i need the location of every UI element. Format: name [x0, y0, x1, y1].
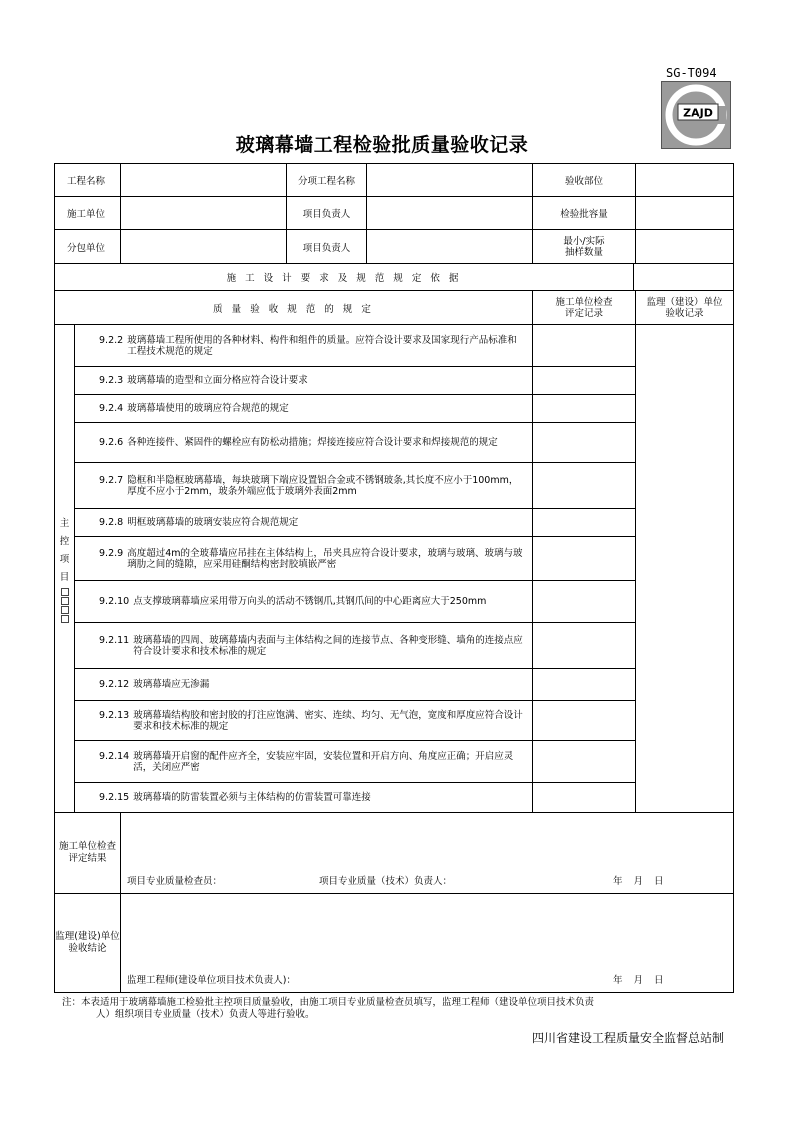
item-number: 9.2.8 [99, 517, 124, 528]
item-number: 9.2.13 [99, 709, 130, 721]
checkbox-icon [61, 588, 69, 596]
form-code: SG-T094 [666, 66, 717, 80]
acceptance-part-field[interactable] [636, 164, 734, 197]
supervisor-record-header-line-1: 监理（建设）单位 [646, 296, 723, 308]
contractor-check-cell[interactable] [533, 395, 636, 423]
item-text: 玻璃幕墙的四周、玻璃幕墙内表面与主体结构之间的连接节点、各种变形缝、墙角的连接点应符合设计要求和技术标准的规定 [133, 634, 523, 657]
contractor-result-label [55, 813, 121, 894]
contractor-result-label-line-1: 施工单位检查 [58, 841, 116, 852]
main-item-9-2-10 [75, 581, 533, 623]
contractor-check-cell[interactable] [533, 623, 636, 669]
main-item-9-2-14 [75, 741, 533, 783]
main-item-9-2-2 [75, 325, 533, 367]
batch-capacity-label: 检验批容量 [533, 197, 636, 230]
project-manager-label: 项目负责人 [287, 197, 367, 230]
acceptance-part-label: 验收部位 [533, 164, 636, 197]
contractor-result-label-line-2: 评定结果 [68, 853, 107, 864]
item-number: 9.2.6 [99, 437, 124, 448]
design-basis-field[interactable] [634, 264, 734, 291]
main-control-char: 目 [59, 571, 70, 583]
item-number: 9.2.10 [99, 596, 130, 607]
checkbox-icon [61, 615, 69, 623]
project-manager-field[interactable] [367, 197, 533, 230]
supervisor-conclusion-label-line-2: 验收结论 [68, 943, 107, 954]
contractor-check-cell[interactable] [533, 367, 636, 395]
contractor-check-header [533, 291, 636, 325]
contractor-check-cell[interactable] [533, 669, 636, 701]
subproject-label: 分项工程名称 [287, 164, 367, 197]
item-number: 9.2.3 [99, 375, 124, 386]
item-text: 各种连接件、紧固件的螺栓应有防松动措施；焊接连接应符合设计要求和焊接规范的规定 [127, 437, 498, 448]
item-text: 高度超过4m的全玻幕墙应吊挂在主体结构上，吊夹具应符合设计要求，玻璃与玻璃、玻璃与玻璃肋之间的缝隙，应采用硅酮结构密封胶填嵌严密 [127, 547, 523, 570]
item-number: 9.2.9 [99, 547, 124, 559]
main-item-9-2-11 [75, 623, 533, 669]
contractor-check-cell[interactable] [533, 537, 636, 581]
main-control-char: 主 [59, 517, 70, 529]
sample-qty-field[interactable] [636, 230, 734, 264]
item-number: 9.2.15 [99, 792, 130, 803]
main-item-9-2-13 [75, 701, 533, 741]
project-name-label: 工程名称 [55, 164, 121, 197]
sample-qty-label-line-1: 最小/实际 [563, 235, 605, 247]
contractor-field[interactable] [121, 197, 287, 230]
note-line-2: 人）组织项目专业质量（技术）负责人等进行验收。 [96, 1009, 315, 1020]
engineer-label: 监理工程师(建设单位项目技术负责人)： [127, 975, 296, 986]
contractor-check-cell[interactable] [533, 509, 636, 537]
acceptance-form [54, 163, 734, 993]
main-item-9-2-12 [75, 669, 533, 701]
tech-manager-label: 项目专业质量（技术）负责人： [319, 876, 453, 887]
subproject-field[interactable] [367, 164, 533, 197]
date-label: 年 月 日 [613, 975, 664, 986]
checkbox-icon [61, 606, 69, 614]
item-text: 玻璃幕墙应无渗漏 [133, 679, 210, 690]
checkbox-icon [61, 597, 69, 605]
project-manager-label-2: 项目负责人 [287, 230, 367, 264]
note-line-1: 注：本表适用于玻璃幕墙施工检验批主控项目质量验收，由施工项目专业质量检查员填写，监理工程师（建设单位项目技术负责 [62, 997, 595, 1008]
item-number: 9.2.12 [99, 679, 130, 690]
main-item-9-2-3 [75, 367, 533, 395]
contractor-check-cell[interactable] [533, 463, 636, 509]
sample-qty-label-line-2: 抽样数量 [564, 246, 603, 258]
item-text: 明框玻璃幕墙的玻璃安装应符合规范规定 [127, 517, 299, 528]
project-name-field[interactable] [121, 164, 287, 197]
date-label: 年 月 日 [613, 876, 664, 887]
contractor-check-cell[interactable] [533, 741, 636, 783]
supervisor-record-header-line-2: 验收记录 [665, 307, 704, 319]
supervisor-conclusion-label-line-1: 监理(建设)单位 [55, 931, 120, 942]
contractor-check-header-line-1: 施工单位检查 [555, 296, 613, 308]
main-item-9-2-8 [75, 509, 533, 537]
contractor-check-cell[interactable] [533, 701, 636, 741]
subcontractor-field[interactable] [121, 230, 287, 264]
subcontractor-label: 分包单位 [55, 230, 121, 264]
item-text: 玻璃幕墙的造型和立面分格应符合设计要求 [127, 375, 308, 386]
logo-text: ZAJD [683, 106, 713, 120]
contractor-check-cell[interactable] [533, 581, 636, 623]
main-control-char: 项 [59, 553, 70, 565]
main-item-9-2-4 [75, 395, 533, 423]
main-item-9-2-6 [75, 423, 533, 463]
item-text: 点支撑玻璃幕墙应采用带万向头的活动不锈钢爪,其钢爪间的中心距离应大于250mm [133, 596, 487, 607]
item-number: 9.2.2 [99, 334, 124, 346]
item-number: 9.2.7 [99, 474, 124, 486]
item-text: 玻璃幕墙工程所使用的各种材料、构件和组件的质量。应符合设计要求及国家现行产品标准和工程技术规范的规定 [127, 334, 517, 357]
item-number: 9.2.4 [99, 403, 124, 414]
item-number: 9.2.14 [99, 750, 130, 762]
item-text: 隐框和半隐框玻璃幕墙，每块玻璃下端应设置铝合金或不锈钢玻条,其长度不应小于100mm，厚度不应小于2mm，玻条外端应低于玻璃外表面2mm [127, 474, 519, 497]
main-item-9-2-9 [75, 537, 533, 581]
contractor-check-cell[interactable] [533, 325, 636, 367]
contractor-label: 施工单位 [55, 197, 121, 230]
sample-qty-label [533, 230, 636, 264]
item-text: 玻璃幕墙结构胶和密封胶的打注应饱满、密实、连续、均匀、无气泡，宽度和厚度应符合设计要求和技术标准的规定 [133, 709, 523, 732]
main-item-9-2-7 [75, 463, 533, 509]
supervisor-conclusion-cell[interactable] [121, 894, 734, 993]
item-text: 玻璃幕墙的防雷装置必须与主体结构的仿雷装置可靠连接 [133, 792, 371, 803]
item-text: 玻璃幕墙使用的玻璃应符合规范的规定 [127, 403, 289, 414]
supervisor-record-header [636, 291, 734, 325]
form-note [62, 997, 702, 1021]
item-text: 玻璃幕墙开启窗的配件应齐全，安装应牢固，安装位置和开启方向、角度应正确；开启应灵活，关闭应严密 [133, 750, 514, 773]
contractor-result-cell[interactable] [121, 813, 734, 894]
main-control-char: 控 [59, 535, 70, 547]
contractor-check-cell[interactable] [533, 783, 636, 813]
supervisor-record-cell[interactable] [636, 325, 734, 813]
contractor-check-header-line-2: 评定记录 [564, 307, 603, 319]
project-manager-field-2[interactable] [367, 230, 533, 264]
issuer-footer: 四川省建设工程质量安全监督总站制 [531, 1031, 724, 1045]
design-basis-header: 施 工 设 计 要 求 及 规 范 规 定 依 据 [55, 264, 634, 291]
contractor-check-cell[interactable] [533, 423, 636, 463]
batch-capacity-field[interactable] [636, 197, 734, 230]
main-control-label [55, 325, 75, 813]
inspector-label: 项目专业质量检查员： [127, 876, 223, 887]
main-item-9-2-15 [75, 783, 533, 813]
supervisor-conclusion-label [55, 894, 121, 993]
item-number: 9.2.11 [99, 634, 130, 646]
rules-header: 质 量 验 收 规 范 的 规 定 [55, 291, 533, 325]
page-title: 玻璃幕墙工程检验批质量验收记录 [235, 134, 529, 156]
